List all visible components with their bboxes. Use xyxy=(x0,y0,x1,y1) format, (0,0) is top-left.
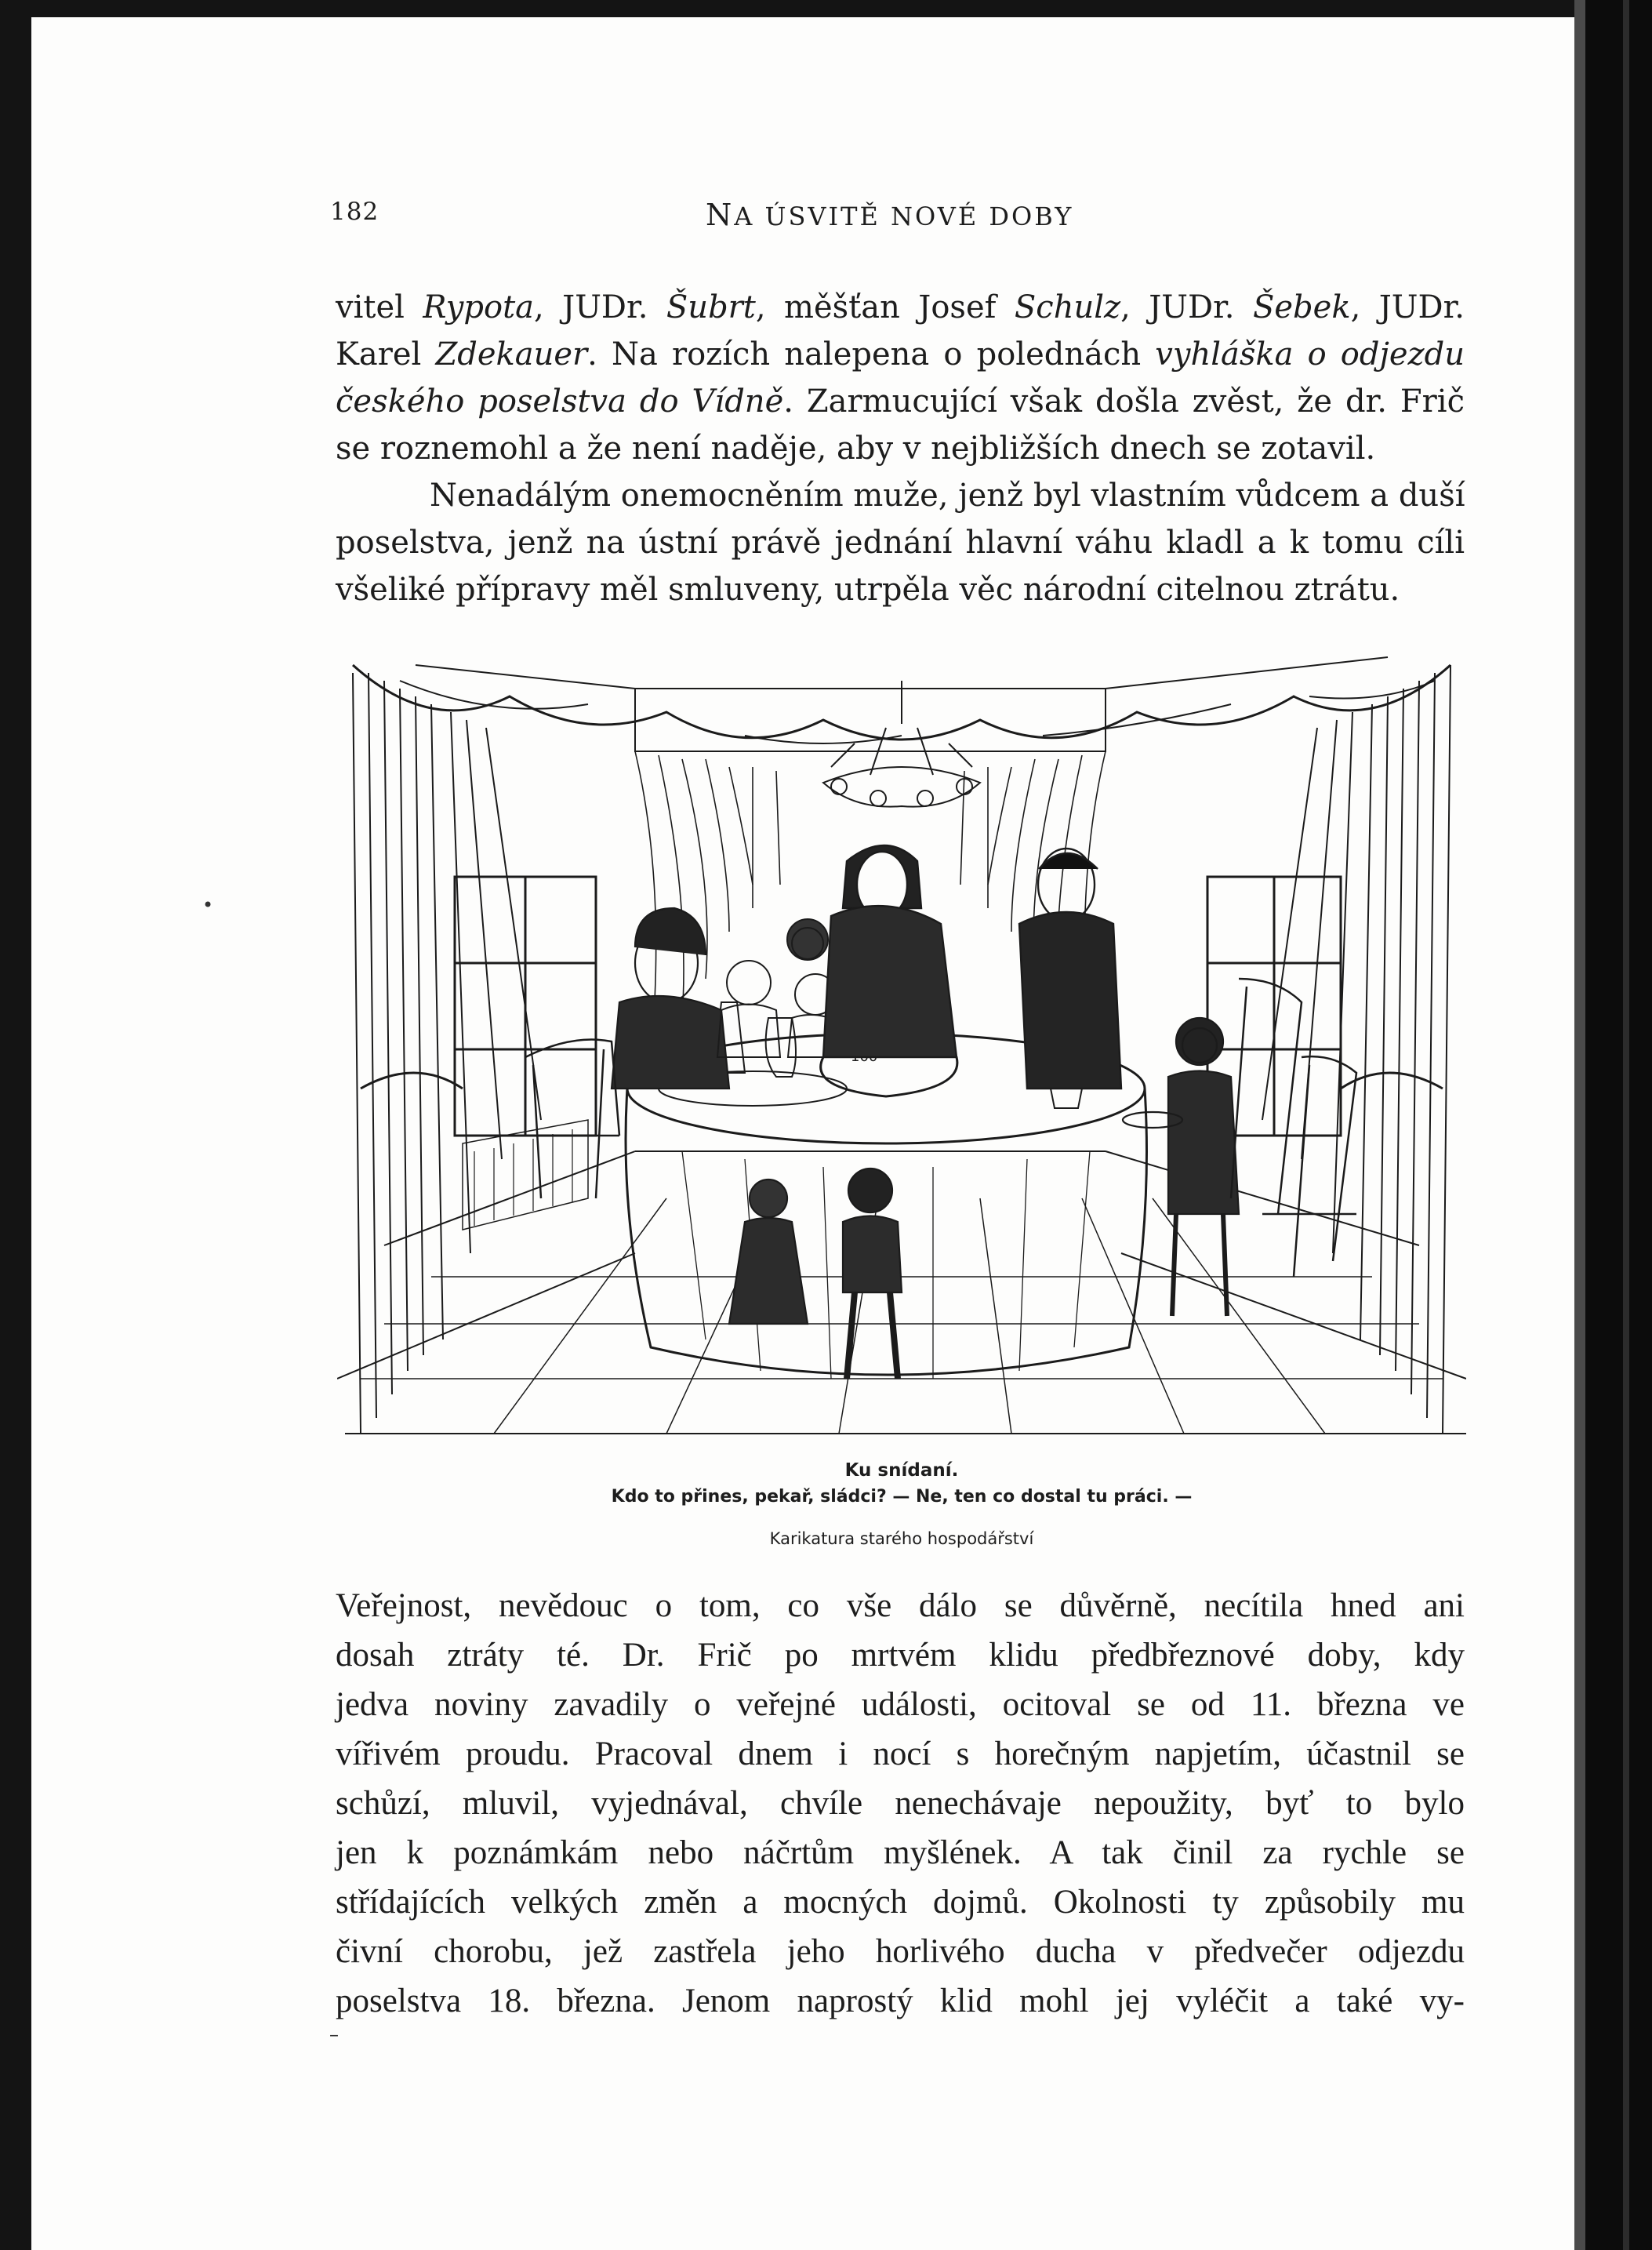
text-line xyxy=(336,430,1465,474)
text-line: schůzí, mluvil, vyjednával, chvíle nenechávaje nepoužity, byť to bylo xyxy=(336,1785,1465,1822)
text-line: dosah ztráty té. Dr. Frič po mrtvém klidu předbřeznové doby, kdy xyxy=(336,1637,1465,1674)
standing-father xyxy=(1019,849,1121,1089)
text-run: . Na rozích nalepena o polednách xyxy=(587,336,1156,373)
text-run: se roznemohl a že není naděje, aby v nejbližších dnech se zotavil. xyxy=(336,431,1376,467)
text-line: poselstva 18. března. Jenom naprostý klid mohl jej vyléčit a také vy- xyxy=(336,1983,1465,2019)
left-window xyxy=(455,877,596,1230)
text-run: Šebek xyxy=(1252,289,1351,325)
figure-title: Ku snídaní. xyxy=(844,1460,959,1481)
seated-woman xyxy=(612,908,729,1089)
text-line xyxy=(336,289,1465,333)
text-run: Zdekauer xyxy=(435,336,588,373)
engraving-svg xyxy=(337,649,1466,1451)
text-run: Schulz xyxy=(1014,289,1121,325)
chandelier xyxy=(823,681,980,807)
text-run: Rypota xyxy=(423,289,535,325)
text-line: čivní chorobu, jež zastřela jeho horlivého ducha v předvečer odjezdu xyxy=(336,1933,1465,1970)
text-line xyxy=(336,383,1465,427)
running-title-rest: A ÚSVITĚ NOVÉ DOBY xyxy=(734,202,1074,231)
text-run: Nenadálým onemocněním muže, jenž byl vlastním vůdcem a duší xyxy=(430,478,1465,514)
text-run: , JUDr. xyxy=(1120,289,1253,325)
text-run: českého poselstva do Vídně xyxy=(336,383,784,420)
text-line: Veřejnost, nevědouc o tom, co vše dálo se důvěrně, necítila hned ani xyxy=(336,1587,1465,1624)
page-number: 182 xyxy=(330,198,379,226)
standing-mother xyxy=(823,845,957,1057)
children-back xyxy=(717,919,839,1057)
text-run: Karel xyxy=(336,336,436,373)
running-title-initial: N xyxy=(706,198,735,232)
text-line: střídajících velkých změn a mocných dojmů. Okolnosti ty způsobily mu xyxy=(336,1884,1465,1921)
text-run: poselstva, jenž na ústní právě jednání hlavní váhu kladl a k tomu cíli xyxy=(336,525,1465,561)
text-run: , JUDr. xyxy=(1350,289,1465,325)
scan-border-left xyxy=(0,0,31,2250)
text-line xyxy=(336,336,1465,380)
scan-border-right xyxy=(1574,0,1652,2250)
floor-tiles xyxy=(361,1198,1443,1434)
margin-dash: – xyxy=(329,2023,339,2045)
text-run: Šubrt xyxy=(666,289,756,325)
text-line: jen k poznámkám nebo náčrtům myšlének. A tak činil za rychle se xyxy=(336,1834,1465,1871)
breakfast-engraving xyxy=(337,649,1466,1451)
margin-dot: • xyxy=(202,894,214,916)
figure-source: Karikatura starého hospodářství xyxy=(769,1529,1034,1548)
text-line xyxy=(336,524,1465,568)
text-run: , JUDr. xyxy=(534,289,666,325)
text-line: jedva noviny zavadily o veřejné události, ocitoval se od 11. března ve xyxy=(336,1686,1465,1723)
text-run: vyhláška o odjezdu xyxy=(1155,336,1465,373)
running-title xyxy=(706,198,1073,232)
text-run: všeliké přípravy měl smluveny, utrpěla věc národní citelnou ztrátu. xyxy=(336,572,1400,608)
scan-border-top xyxy=(0,0,1652,17)
left-curtain xyxy=(353,673,541,1434)
foreground-children xyxy=(729,1169,902,1379)
text-run: vitel xyxy=(336,289,423,325)
text-run: . Zarmucující však došla zvěst, že dr. Frič xyxy=(783,383,1465,420)
text-line xyxy=(430,477,1465,521)
figure-caption: Kdo to přines, pekař, sládci? — Ne, ten co dostal tu práci. — xyxy=(611,1487,1193,1507)
text-line xyxy=(336,571,1465,615)
text-run: , měšťan Josef xyxy=(755,289,1015,325)
text-line: vířivém proudu. Pracoval dnem i nocí s horečným napjetím, účastnil se xyxy=(336,1736,1465,1772)
